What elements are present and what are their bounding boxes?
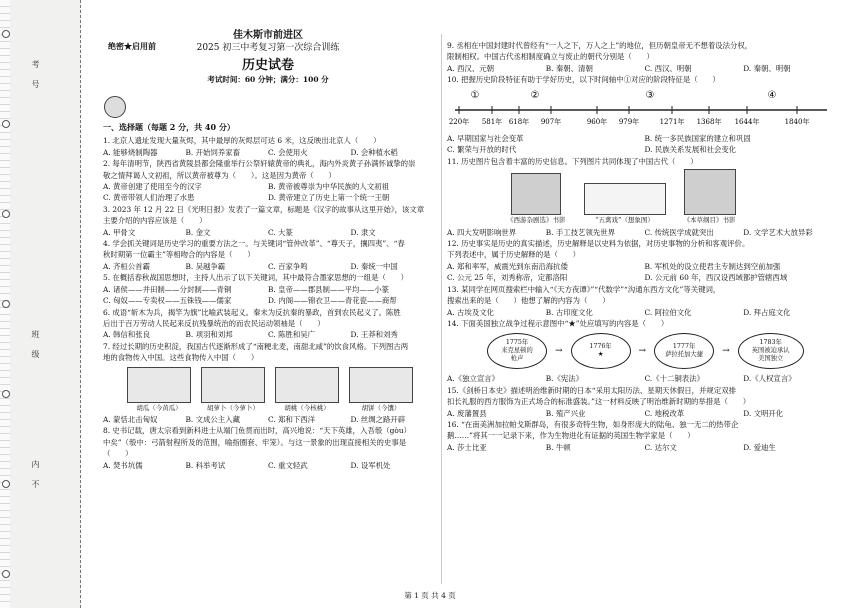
answer-option[interactable]: A. 蒙恬北击匈奴 <box>103 414 158 424</box>
punch-hole <box>2 570 10 578</box>
answer-option[interactable]: D.《人权宣言》 <box>743 374 796 384</box>
flow-node: 1776年 ★ <box>571 333 631 369</box>
question-stem: 13. 某同学在网页搜索栏中输入“《天方夜谭》”“代数学”“沟通东西方文化”等关键词， <box>447 284 721 294</box>
food-photo <box>275 367 339 403</box>
column-divider <box>441 34 442 584</box>
question-block <box>103 158 433 204</box>
timeline-period-marker: ① <box>470 89 480 101</box>
question-stem: 7. 经过长期的历史积淀，我国古代逐渐形成了“南粳北麦，南甜北咸”的饮食风格。下列图古两 <box>103 341 409 351</box>
answer-option[interactable]: C. 重文轻武 <box>268 460 308 470</box>
answer-option[interactable]: B. 科举考试 <box>185 460 226 470</box>
answer-option[interactable]: C. 百家争鸣 <box>268 261 308 271</box>
question-block <box>447 156 842 238</box>
question-block <box>103 307 433 341</box>
answer-option[interactable]: B. 金文 <box>185 227 211 237</box>
answer-option[interactable]: A. 黄帝创建了使用至今的汉字 <box>103 182 202 192</box>
question-stem: 5. 在概括春秋战国思想时，主持人出示了以下关键词，其中最符合墨家思想的一组是（ ） <box>103 273 409 283</box>
right-column <box>447 40 842 453</box>
question-stem: 9. 丞相在中国封建时代曾经有“一人之下，万人之上”的地位，但历朝皇帝无不想着设法分权， <box>447 41 753 50</box>
food-photo <box>201 367 265 403</box>
timeline-period-marker: ④ <box>767 89 777 101</box>
answer-option[interactable]: B. 手工技艺领先世界 <box>545 227 616 237</box>
answer-option[interactable]: D. 设军机处 <box>350 460 391 470</box>
answer-options <box>103 329 433 340</box>
question-stem: 12. 历史事实是历史的真实描述，历史解释是以史料为依据，对历史事物的分析和客观评价。 <box>447 239 750 249</box>
history-caption: 《西游杂剧选》书影 <box>507 216 566 225</box>
answer-option[interactable]: C. 陈胜和吴广 <box>268 330 316 340</box>
question-block <box>103 204 433 238</box>
answer-option[interactable]: D. 王莽和刘秀 <box>350 330 398 340</box>
timeline-period-marker: ② <box>530 89 540 101</box>
question-block <box>447 40 842 74</box>
question-stem: 1. 北京人遗址发现大量灰烬，其中最厚的灰烬层可达 6 米，这反映出北京人（ ） <box>103 136 381 146</box>
food-caption: 胡桃（今核桃） <box>284 403 330 412</box>
question-stem: 10. 把握历史阶段特征有助于学好历史，以下时间轴中①对应的阶段特征是（ ） <box>447 75 720 85</box>
answer-options <box>103 414 433 425</box>
answer-option[interactable]: A. 韩信和张良 <box>103 330 150 340</box>
timeline-tick-label: 1840年 <box>784 117 810 126</box>
answer-options <box>103 261 433 272</box>
punch-hole <box>2 210 10 218</box>
answer-option[interactable]: C. 会使用火 <box>268 147 308 157</box>
question-stem: 8. 史书记载，唐太宗看到新科进士从端门鱼贯而出时，高兴地说：“天下英雄，入吾彀（gòu） <box>103 426 411 436</box>
timeline-tick-label: 1368年 <box>696 117 722 126</box>
history-photo <box>584 183 666 215</box>
answer-option[interactable]: D. 爱迪生 <box>743 442 776 452</box>
answer-option[interactable]: C. 传统医学成就突出 <box>644 227 714 237</box>
flow-node: 1783年 英国被迫承认 美国独立 <box>738 333 804 369</box>
answer-option[interactable]: C. 公元 25 年，刘秀称帝，定都洛阳 <box>447 273 568 283</box>
food-photo <box>127 367 191 403</box>
question-stem-cont: 主要介绍的内容应该是（ ） <box>103 216 207 226</box>
school-name: 佳木斯市前进区 <box>233 30 303 41</box>
answer-option[interactable]: A. 莎士比亚 <box>447 442 487 452</box>
answer-option[interactable]: D. 公元前 60 年，西汉设西域都护管辖西域 <box>644 273 788 283</box>
answer-option[interactable]: C.《十二铜表法》 <box>644 374 704 384</box>
punch-hole <box>2 390 10 398</box>
history-photo <box>684 169 736 215</box>
food-figure <box>275 367 339 414</box>
answer-option[interactable]: D. 秦统一中国 <box>350 261 398 271</box>
answer-option[interactable]: D. 文学艺术大放异彩 <box>743 227 813 237</box>
question-stem: 11. 历史图片包含着丰富的历史信息。下列图片共同体现了中国古代（ ） <box>447 156 698 166</box>
answer-option[interactable]: B. 牛顿 <box>545 442 571 452</box>
page-footer: 第 1 页 共 4 页 <box>404 591 456 600</box>
answer-option[interactable]: B. 吴越争霸 <box>185 261 226 271</box>
question-stem-cont: 敬之情拜谒人文初祖，所以黄帝被尊为（ ）。这是因为黄帝（ ） <box>103 170 336 180</box>
answer-options <box>447 442 842 453</box>
answer-options <box>103 460 433 471</box>
answer-option[interactable]: C. 黄帝带领人们治理了水患 <box>103 193 195 203</box>
timeline-tick-label: 1271年 <box>659 117 685 126</box>
answer-option[interactable]: C. 大篆 <box>268 227 293 237</box>
question-stem-cont: 扣长礼服的西方服饰为正式场合的标准盛装。”这一材料反映了明治维新时期的举措是（ ） <box>447 397 751 407</box>
question-stem-cont: （ ） <box>103 449 133 459</box>
punch-hole <box>2 120 10 128</box>
food-caption: 胡饼（今馕） <box>361 403 401 412</box>
question-stem: 14. 下面美国独立战争过程示意图中“★”处应填写的内容是（ ） <box>447 318 669 328</box>
food-photo <box>349 367 413 403</box>
binding-margin <box>0 0 81 608</box>
question-block <box>103 425 433 471</box>
question-stem: 3. 2023 年 12 月 22 日《光明日报》发表了一篇文章，标题是《汉字的故事从这里开始》，该文章 <box>103 204 425 214</box>
question-block <box>447 74 842 156</box>
arrow-icon: → <box>722 345 730 356</box>
answer-option[interactable]: B. 文成公主入藏 <box>185 414 240 424</box>
answer-option[interactable]: C. 郑和下西洋 <box>268 414 316 424</box>
answer-option[interactable]: A. 四大发明影响世界 <box>447 227 517 237</box>
question-stem-cont: 中矣”（彀中：弓箭射程所及的范围，喻指圈套、牢笼）。与这一景象的出现直接相关的史事是 <box>103 437 407 447</box>
arrow-icon: → <box>638 345 647 356</box>
question-stem-cont: 下列表述中，属于历史解释的是（ ） <box>447 250 581 260</box>
question-block <box>103 341 433 426</box>
answer-option[interactable]: B. 殖产兴业 <box>545 408 586 418</box>
answer-option[interactable]: B. 皇帝——郡县制——平均——小篆 <box>268 284 389 294</box>
question-block <box>103 135 433 158</box>
question-stem-cont: 限制相权。中国古代丞相制度确立与废止的朝代分别是（ ） <box>447 52 654 62</box>
question-block <box>103 238 433 272</box>
answer-option[interactable]: C. 地税改革 <box>644 408 685 418</box>
answer-options <box>447 63 842 74</box>
binding-label: 号 <box>31 80 40 88</box>
timeline-tick-label: 1644年 <box>734 117 760 126</box>
answer-option[interactable]: D. 内阁——锦衣卫——青花瓷——商帮 <box>268 296 397 306</box>
food-images <box>127 367 433 414</box>
timeline-tick-label: 979年 <box>618 117 640 126</box>
answer-option[interactable]: B. 黄帝被尊崇为中华民族的人文初祖 <box>268 182 389 192</box>
exam-meta: 考试时间：60 分钟；满分：100 分 <box>207 75 329 84</box>
timeline-period-marker: ③ <box>645 89 655 101</box>
answer-option[interactable]: C. 繁荣与开放的时代 <box>447 145 517 155</box>
question-stem: 6. 成语“斩木为兵，揭竿为旗”比喻武装起义。秦末为反抗秦的暴政，首到农民起义了。陈胜 <box>103 307 401 317</box>
question-stem-cont: 地的食物传入中国。这些食物传入中国（ ） <box>103 353 259 363</box>
history-photo <box>511 173 561 215</box>
answer-option[interactable]: D. 会种植水稻 <box>350 147 398 157</box>
answer-options <box>103 147 433 158</box>
answer-option[interactable]: A.《独立宣言》 <box>447 374 500 384</box>
answer-option[interactable]: D. 民族关系发展和社会变化 <box>644 145 737 155</box>
answer-option[interactable]: C. 西汉、明朝 <box>644 63 692 73</box>
left-column <box>103 120 433 471</box>
answer-option[interactable]: C. 达尔文 <box>644 442 677 452</box>
answer-option[interactable]: A. 甲骨文 <box>103 227 136 237</box>
timeline-tick-label: 220年 <box>448 117 470 126</box>
question-stem: 4. 学会抓关键词是历史学习的重要方法之一。与关键词“管仲改革”、“尊天子，攘四夷”、“春 <box>103 239 405 249</box>
question-stem: 15.《剑桥日本史》描述明治维新时期的日本“采用太阳历法、星期天休假日，并规定双排 <box>447 385 736 395</box>
right-questions <box>447 40 842 453</box>
punch-hole <box>2 300 10 308</box>
question-stem-cont: 搜索出来的是（ ）他想了解的内容为（ ） <box>447 296 610 306</box>
arrow-icon: → <box>555 345 563 356</box>
answer-option[interactable]: B.《宪法》 <box>545 374 584 384</box>
timeline-tick-label: 907年 <box>540 117 562 126</box>
binding-label: 班 <box>31 330 40 338</box>
answer-options <box>447 373 842 384</box>
question-block <box>103 272 433 306</box>
punch-hole <box>2 30 10 38</box>
answer-option[interactable]: B. 古印度文化 <box>545 307 593 317</box>
history-images <box>507 169 842 226</box>
question-block <box>447 238 842 284</box>
answer-option[interactable]: A. 齐桓公首霸 <box>103 261 150 271</box>
answer-options <box>447 133 842 156</box>
question-block <box>447 385 842 419</box>
flow-node: 1775年 来克星顿的 枪声 <box>487 333 547 369</box>
answer-option[interactable]: B. 军机处的设立使君主专制达到空前加强 <box>644 261 781 271</box>
answer-option[interactable]: B. 统一多民族国家的建立和巩固 <box>644 134 751 144</box>
answer-option[interactable]: D. 文明开化 <box>743 408 784 418</box>
answer-option[interactable]: A. 古埃及文化 <box>447 307 494 317</box>
answer-option[interactable]: A. 郑和率军，威震光到东南沿海抗倭 <box>447 261 568 271</box>
history-figure <box>507 173 566 226</box>
timeline-tick-label: 618年 <box>508 117 530 126</box>
food-caption: 胡瓜（今黄瓜） <box>136 403 182 412</box>
binding-label: 级 <box>31 350 40 358</box>
left-questions <box>103 135 433 471</box>
answer-option[interactable]: A. 早期国家与社会变革 <box>447 134 524 144</box>
answer-option[interactable]: A. 诸侯——井田制——分封制——青铜 <box>103 284 232 294</box>
binding-label: 内 <box>31 460 40 468</box>
answer-options <box>103 181 433 204</box>
timeline-tick-label: 960年 <box>586 117 608 126</box>
answer-options <box>103 227 433 238</box>
answer-options <box>447 227 842 238</box>
flow-node: 1777年 萨拉托加大捷 <box>654 333 714 369</box>
answer-option[interactable]: B. 开始饲养家畜 <box>185 147 240 157</box>
question-stem: 16. “在南美洲加拉帕戈斯群岛，有很多奇特生物，如身形庞大的陆龟、独一无二的热带企 <box>447 419 739 429</box>
question-stem-cont: 秋时期第一位霸主”等相吻合的内容是（ ） <box>103 250 255 260</box>
food-caption: 胡萝卜（今萝卜） <box>207 403 259 412</box>
timeline-tick-label: 581年 <box>481 117 503 126</box>
answer-option[interactable]: A. 西汉、元朝 <box>447 63 494 73</box>
question-block <box>447 419 842 453</box>
history-caption: 《本草纲目》书影 <box>683 216 736 225</box>
timeline-chart <box>447 86 837 130</box>
answer-options <box>447 261 842 284</box>
exam-title: 历史试卷 <box>241 58 294 73</box>
food-figure <box>127 367 191 414</box>
question-stem: 2. 每年清明节，陕西省黄陵县都会隆重举行公祭轩辕黄帝的典礼，海内外炎黄子孙满怀诚挚的崇 <box>103 159 416 169</box>
answer-option[interactable]: A. 能够烧制陶器 <box>103 147 158 157</box>
food-figure <box>349 367 413 414</box>
answer-option[interactable]: A. 焚书坑儒 <box>103 460 143 470</box>
binding-label: 考 <box>31 60 40 68</box>
answer-option[interactable]: A. 废藩置县 <box>447 408 487 418</box>
answer-option[interactable]: C. 匈奴——专卖权——五铢钱——儒家 <box>103 296 232 306</box>
answer-options <box>447 408 842 419</box>
answer-option[interactable]: C. 阿拉伯文化 <box>644 307 692 317</box>
history-figure <box>584 183 666 226</box>
answer-option[interactable]: B. 项羽和刘邦 <box>185 330 233 340</box>
food-figure <box>201 367 265 414</box>
history-figure <box>684 169 736 226</box>
question-stem-cont: 鹅……”将其一一记录下来，作为生物进化有证据的英国生物学家是（ ） <box>447 431 695 441</box>
history-caption: “五禽戏”（想象图） <box>595 216 654 225</box>
answer-option[interactable]: D. 秦朝、明朝 <box>743 63 791 73</box>
answer-option[interactable]: D. 隶文 <box>350 227 376 237</box>
independence-flowchart <box>487 333 842 369</box>
punch-hole <box>2 480 10 488</box>
exam-subtitle: 2025 初三中考复习第一次综合训练 <box>196 43 340 53</box>
binding-label: 不 <box>31 480 40 488</box>
section-heading: 一、选择题（每题 2 分，共 40 分） <box>103 122 235 132</box>
answer-option[interactable]: D. 黄帝建立了历史上第一个统一王朝 <box>268 193 390 203</box>
answer-option[interactable]: D. 丝绸之路开辟 <box>350 414 406 424</box>
answer-option[interactable]: B. 秦朝、清朝 <box>545 63 593 73</box>
answer-options <box>447 307 842 318</box>
answer-option[interactable]: D. 拜占庭文化 <box>743 307 791 317</box>
question-block <box>447 284 842 318</box>
school-emblem <box>104 96 126 118</box>
question-stem-cont: 后出于百万劳动人民起来反抗残暴统治的而农民运动领袖是（ ） <box>103 318 325 328</box>
question-block <box>447 318 842 385</box>
confidential-seal: 绝密★启用前 <box>108 41 156 51</box>
answer-options <box>103 284 433 307</box>
